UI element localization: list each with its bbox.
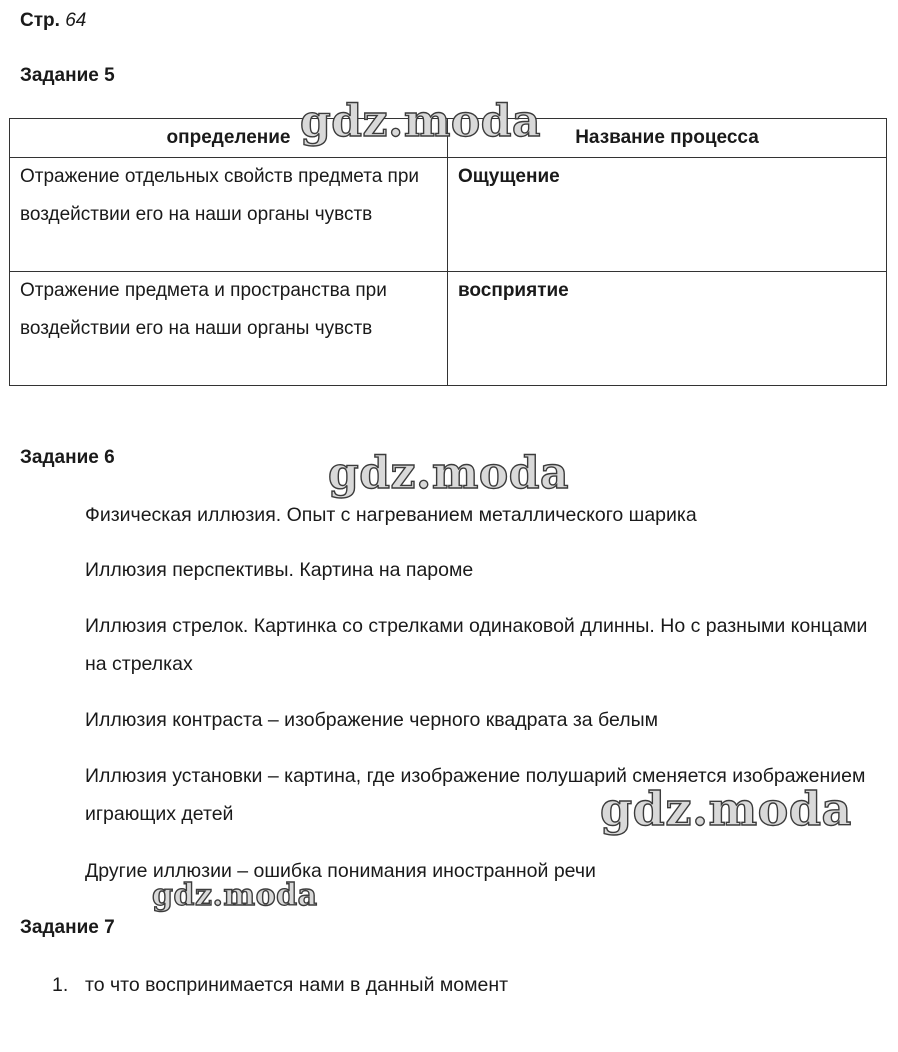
definition-text: Отражение отдельных свойств предмета при воздействии его на наши органы чувств <box>20 166 420 225</box>
illusion-paragraph: Физическая иллюзия. Опыт с нагреванием металлического шарика <box>85 504 697 526</box>
list-item-text: то что воспринимается нами в данный момент <box>85 974 509 996</box>
header-process-name: Название процесса <box>448 119 887 158</box>
table-header-row <box>10 119 887 158</box>
table-cell-process <box>448 272 887 386</box>
definitions-table <box>9 118 887 386</box>
list-item <box>52 966 508 1004</box>
page-number-value: 64 <box>65 10 87 31</box>
list-item-number: 1. <box>52 974 69 996</box>
illusion-paragraph: Иллюзия контраста – изображение черного квадрата за белым <box>85 709 659 731</box>
table-cell-definition <box>10 272 448 386</box>
page-number <box>20 9 86 33</box>
task-5-title: Задание 5 <box>20 65 115 86</box>
illusion-paragraph: Иллюзия перспективы. Картина на пароме <box>85 559 474 581</box>
table-row <box>10 158 887 272</box>
page-number-label: Стр. <box>20 10 60 31</box>
table-cell-definition <box>10 158 448 272</box>
illusion-paragraph: Иллюзия стрелок. Картинка со стрелками одинаковой длинны. Но с разными концами на стрелках <box>85 615 868 675</box>
illusion-paragraph: Иллюзия установки – картина, где изображение полушарий сменяется изображением играющих детей <box>85 765 866 825</box>
process-text: восприятие <box>458 280 569 301</box>
watermark-logo: gdz.moda <box>152 878 318 913</box>
definition-text: Отражение предмета и пространства при воздействии его на наши органы чувств <box>20 280 387 339</box>
watermark-logo: gdz.moda <box>328 448 570 499</box>
header-definition: определение <box>10 119 448 158</box>
task-7-title: Задание 7 <box>20 917 115 938</box>
process-text: Ощущение <box>458 166 560 187</box>
illusion-paragraph: Другие иллюзии – ошибка понимания иностранной речи <box>85 860 596 882</box>
watermark-logo: gdz.moda <box>300 96 542 147</box>
watermark-logo: gdz.moda <box>600 782 852 836</box>
table-cell-process <box>448 158 887 272</box>
table-row <box>10 272 887 386</box>
task-6-title: Задание 6 <box>20 447 115 468</box>
